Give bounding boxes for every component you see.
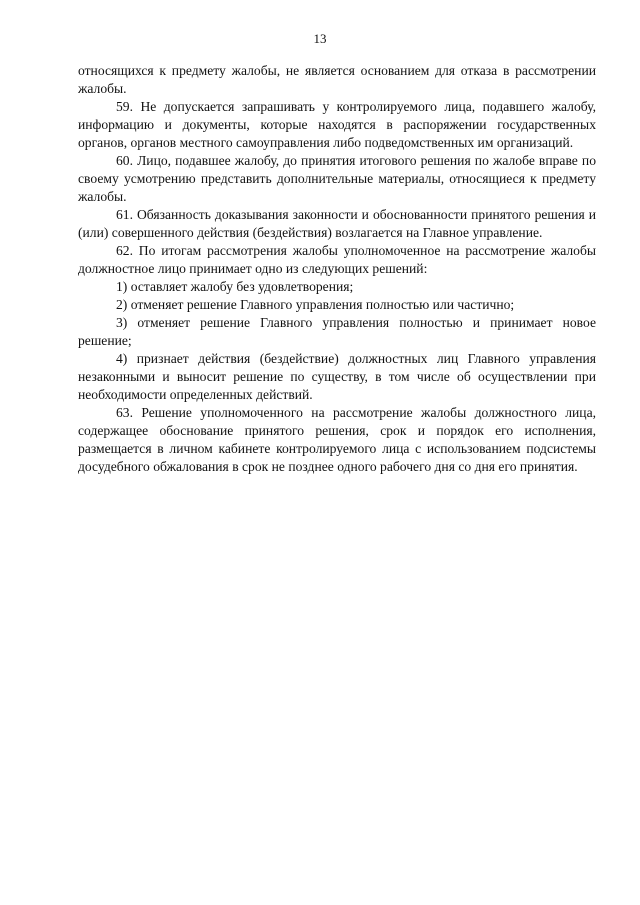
paragraph-60: 60. Лицо, подавшее жалобу, до принятия итогового решения по жалобе вправе по своему усмотрению представить дополнительные материалы, относящиеся к предмету жалобы. xyxy=(78,153,596,204)
paragraph-continuation: относящихся к предмету жалобы, не является основанием для отказа в рассмотрении жалобы. xyxy=(78,63,596,96)
paragraph-61: 61. Обязанность доказывания законности и обоснованности принятого решения и (или) совершенного действия (бездействия) возлагается на Главное управление. xyxy=(78,207,596,240)
list-item-3: 3) отменяет решение Главного управления полностью и принимает новое решение; xyxy=(78,315,596,348)
page-number: 13 xyxy=(313,31,327,46)
paragraph-63: 63. Решение уполномоченного на рассмотрение жалобы должностного лица, содержащее обоснование принятого решения, срок и порядок его исполнения, размещается в личном кабинете контролируемого лица с использованием подсистемы досудебного обжалования в срок не позднее одного рабочего дня со дня его принятия. xyxy=(78,405,596,474)
list-item-2: 2) отменяет решение Главного управления полностью или частично; xyxy=(116,297,515,312)
list-item-1: 1) оставляет жалобу без удовлетворения; xyxy=(116,279,354,294)
paragraph-62: 62. По итогам рассмотрения жалобы уполномоченное на рассмотрение жалобы должностное лицо принимает одно из следующих решений: xyxy=(78,243,596,276)
list-item-4: 4) признает действия (бездействие) должностных лиц Главного управления незаконными и выносит решение по существу, в том числе об осуществлении при необходимости определенных действий. xyxy=(78,351,596,402)
document-body xyxy=(78,62,596,476)
paragraph-59: 59. Не допускается запрашивать у контролируемого лица, подавшего жалобу, информацию и документы, которые находятся в распоряжении государственных органов, органов местного самоуправления либо подведомственных им организаций. xyxy=(78,99,596,150)
